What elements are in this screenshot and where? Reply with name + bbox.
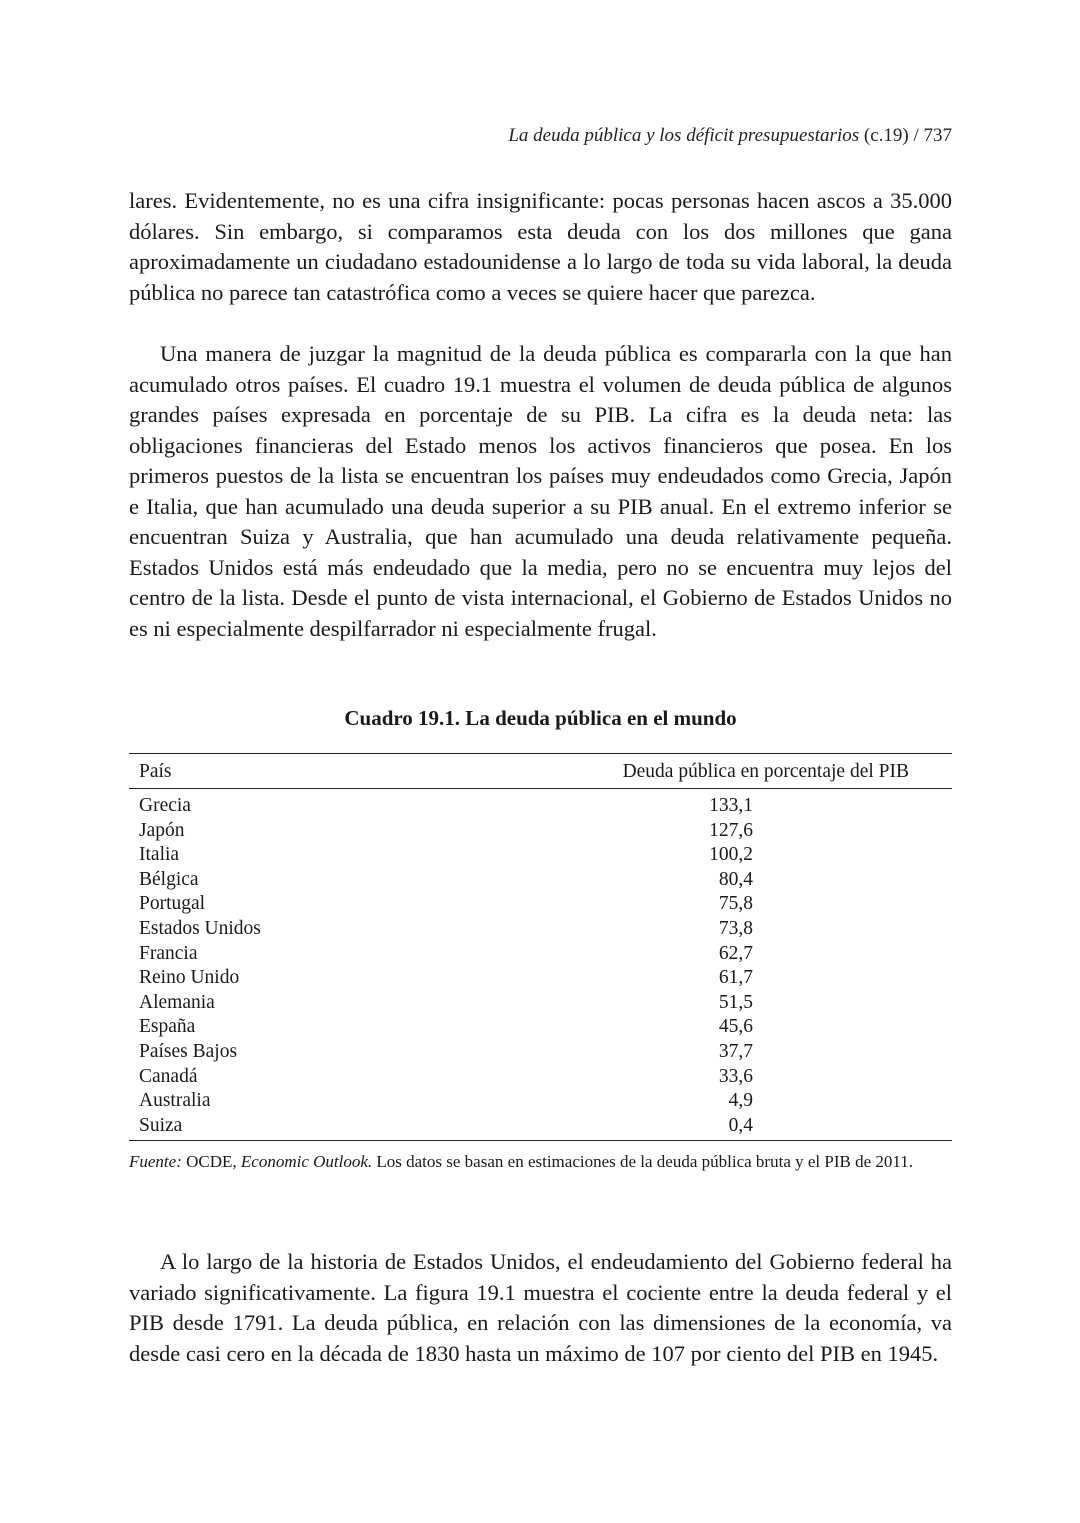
table-row — [129, 819, 952, 844]
debt-value-cell: 100,2 — [709, 844, 753, 866]
table-row — [129, 942, 952, 967]
debt-value-cell: 37,7 — [718, 1040, 753, 1062]
table-row — [129, 991, 952, 1016]
country-cell: Grecia — [139, 795, 191, 816]
country-cell: Bélgica — [139, 868, 199, 890]
country-cell: Australia — [139, 1090, 211, 1112]
header-debt: Deuda pública en porcentaje del PIB — [359, 754, 952, 789]
running-head-chapter: (c.19) — [863, 125, 909, 146]
debt-value-cell: 62,7 — [718, 942, 753, 964]
debt-value-cell: 127,6 — [709, 819, 753, 841]
country-cell: España — [139, 1016, 196, 1038]
debt-table — [129, 753, 952, 1141]
table-row — [129, 1089, 952, 1114]
running-head-separator: / — [913, 125, 919, 146]
paragraph-1: lares. Evidentemente, no es una cifra insignificante: pocas personas hacen ascos a 35.000 dólares. Sin embargo, si comparamos esta deuda con los dos millones que gana aproximadamente un ciudadano estadounidense a lo largo de toda su vida laboral, la deuda pública no parece tan catastrófica como a veces se quiere hacer que parezca. — [129, 188, 952, 305]
header-country: País — [129, 754, 359, 789]
debt-value-cell: 80,4 — [718, 868, 753, 890]
paragraph-3: A lo largo de la historia de Estados Unidos, el endeudamiento del Gobierno federal ha variado significativamente. La figura 19.1 muestra el cociente entre la deuda federal y el PIB desde 1791. La deuda pública, en relación con las dimensiones de la economía, va desde casi cero en la década de 1830 hasta un máximo de 107 por ciento del PIB en 1945. — [129, 1249, 952, 1366]
table-row — [129, 868, 952, 893]
debt-value-cell: 45,6 — [718, 1016, 753, 1038]
debt-value-cell: 61,7 — [718, 967, 753, 989]
table-row — [129, 966, 952, 991]
debt-table-container — [129, 753, 952, 1141]
debt-value-cell: 75,8 — [718, 893, 753, 915]
paragraph-2: Una manera de juzgar la magnitud de la deuda pública es compararla con la que han acumulado otros países. El cuadro 19.1 muestra el volumen de deuda pública de algunos grandes países expresada en porcentaje de su PIB. La cifra es la deuda neta: las obligaciones financieras del Estado menos los activos financieros que posea. En los primeros puestos de la lista se encuentran los países muy endeudados como Grecia, Japón e Italia, que han acumulado una deuda superior a su PIB anual. En el extremo inferior se encuentran Suiza y Australia, que han acumulado una deuda relativamente pequeña. Estados Unidos está más endeudado que la media, pero no se encuentra muy lejos del centro de la lista. Desde el punto de vista internacional, el Gobierno de Estados Unidos no es ni especialmente despilfarrador ni especialmente frugal. — [129, 341, 952, 641]
debt-value-cell: 4,9 — [728, 1090, 753, 1112]
country-cell: Países Bajos — [139, 1040, 238, 1062]
country-cell: Italia — [139, 844, 180, 866]
source-publication: Economic Outlook. — [240, 1152, 373, 1171]
source-note: Los datos se basan en estimaciones de la deuda pública bruta y el PIB de 2011. — [376, 1152, 914, 1171]
source-label: Fuente: — [129, 1152, 182, 1171]
country-cell: Japón — [139, 819, 185, 841]
debt-value-cell: 33,6 — [718, 1065, 753, 1087]
page-number: 737 — [923, 125, 952, 146]
debt-value-cell: 133,1 — [709, 795, 753, 816]
table-body — [129, 789, 952, 1141]
running-head-title: La deuda pública y los déficit presupuestarios — [508, 125, 860, 146]
country-cell: Francia — [139, 942, 198, 964]
country-cell: Suiza — [129, 1114, 359, 1141]
debt-value-cell: 51,5 — [718, 991, 753, 1013]
country-cell: Reino Unido — [139, 967, 240, 989]
source-org: OCDE, — [186, 1152, 237, 1171]
country-cell: Canadá — [139, 1065, 198, 1087]
table-row — [129, 917, 952, 942]
country-cell: Portugal — [139, 893, 206, 915]
debt-value-cell: 73,8 — [718, 917, 753, 939]
country-cell: Estados Unidos — [139, 917, 261, 939]
table-row — [129, 1015, 952, 1040]
table-caption: Cuadro 19.1. La deuda pública en el mundo — [344, 706, 737, 730]
table-row — [129, 843, 952, 868]
table-row — [129, 892, 952, 917]
table-row — [129, 1040, 952, 1065]
table-source — [129, 1150, 952, 1173]
table-row — [129, 789, 952, 819]
table-row — [129, 1065, 952, 1090]
table-header-row — [129, 754, 952, 789]
table-row — [129, 1114, 952, 1141]
country-cell: Alemania — [139, 991, 215, 1013]
debt-value-cell: 0,4 — [359, 1114, 952, 1141]
running-head — [129, 123, 952, 149]
